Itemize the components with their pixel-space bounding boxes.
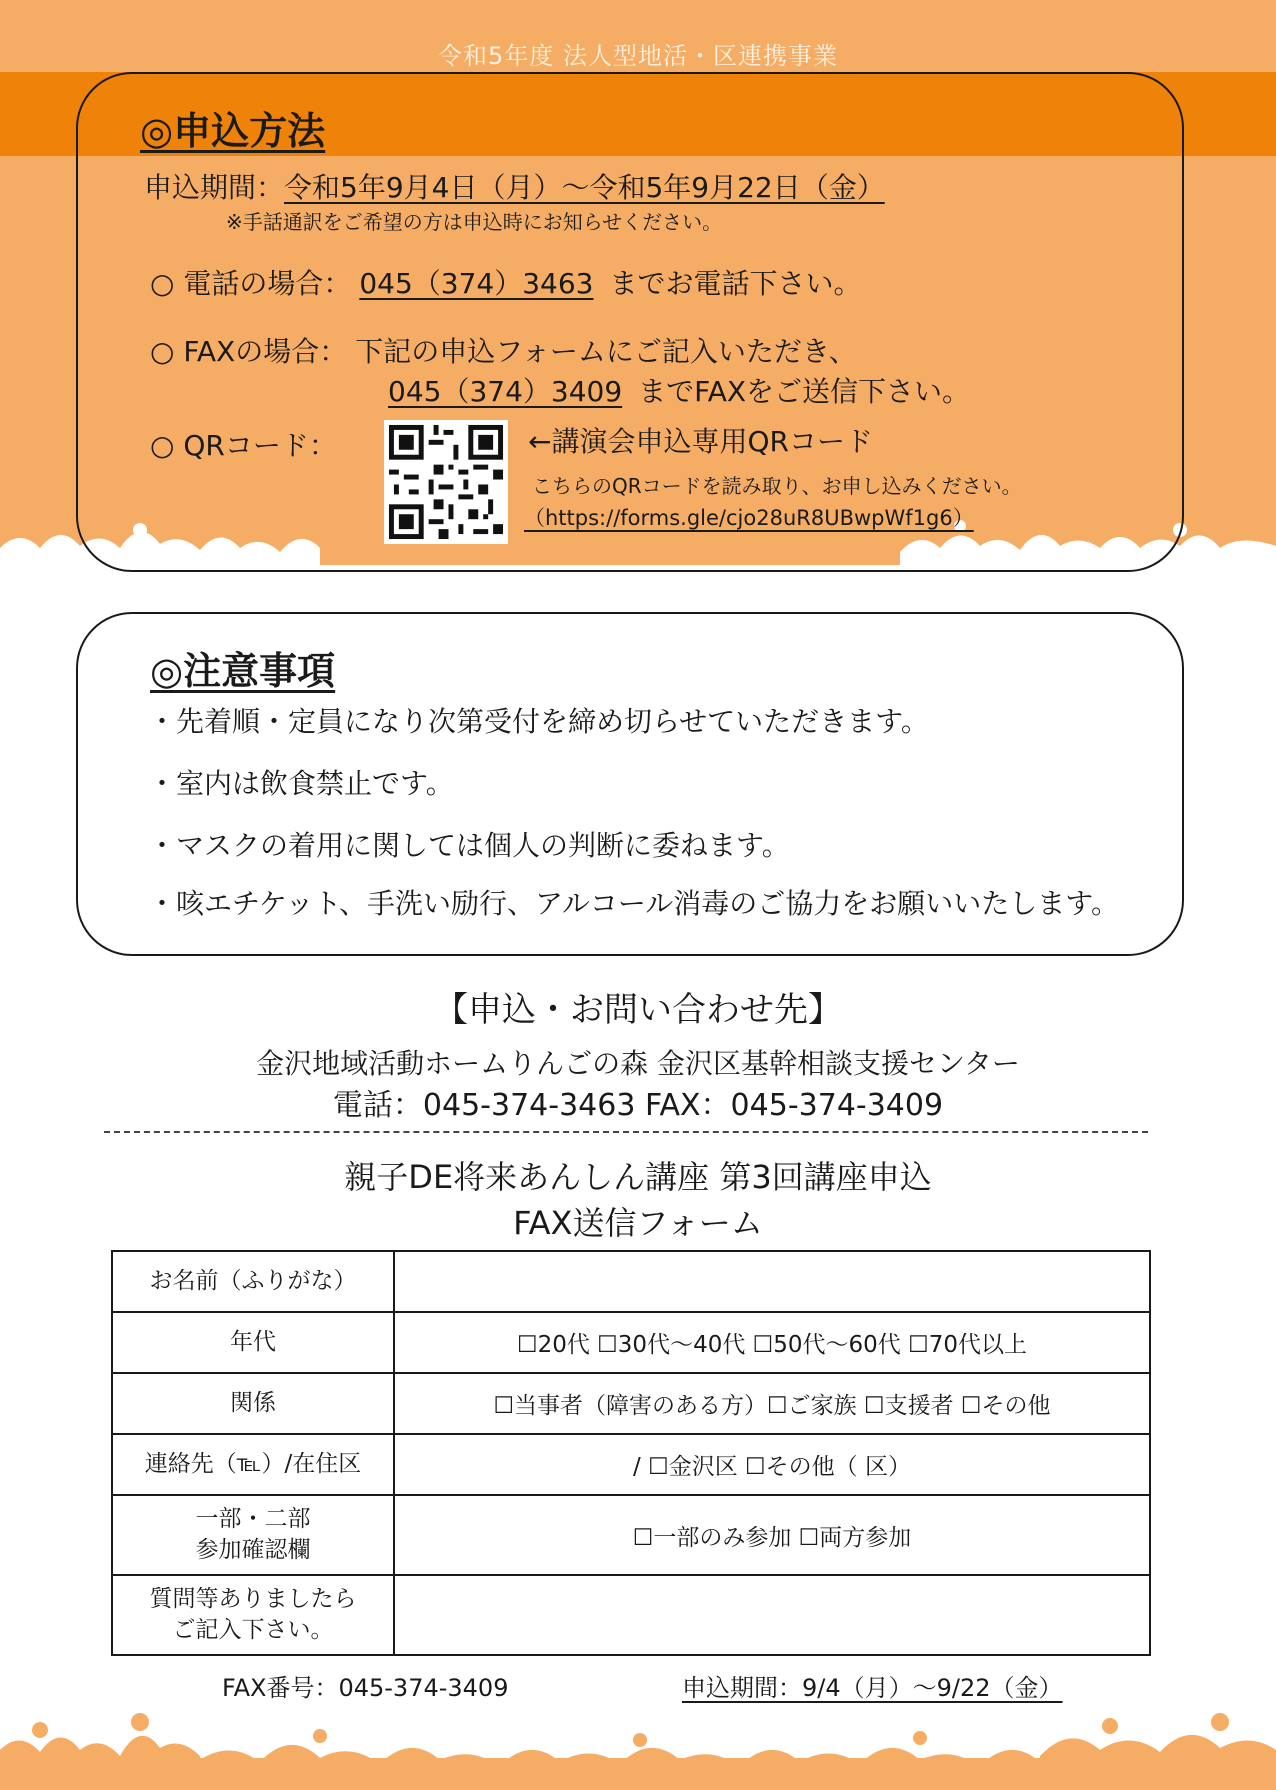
- contact-numbers: 電話：045-374-3463 FAX：045-374-3409: [332, 1088, 944, 1123]
- qr-label: ○ QRコード：: [150, 429, 337, 462]
- note-item: ・マスクの着用に関しては個人の判断に委ねます。: [148, 829, 790, 862]
- fax-label: ○ FAXの場合：: [150, 335, 348, 368]
- fax-suffix: までFAXをご送信下さい。: [638, 375, 971, 408]
- qr-title: ←講演会申込専用QRコード: [528, 425, 873, 458]
- qr-description: こちらのQRコードを読み取り、お申し込みください。: [532, 474, 1022, 498]
- phone-label: ○ 電話の場合：: [150, 267, 352, 300]
- session-checkboxes[interactable]: ☐一部のみ参加 ☐両方参加: [394, 1495, 1150, 1575]
- table-row: [112, 1251, 1150, 1312]
- note-item: ・咳エチケット、手洗い励行、アルコール消毒のご協力をお願いいたします。: [148, 887, 1120, 920]
- form-fax-number: FAX番号：045-374-3409: [222, 1674, 509, 1702]
- phone-method: [150, 262, 862, 302]
- form-title: 親子DE将来あんしん講座 第3回講座申込: [344, 1158, 932, 1196]
- contact-organization: 金沢地域活動ホームりんごの森 金沢区基幹相談支援センター: [256, 1047, 1020, 1080]
- fax-line1: 下記の申込フォームにご記入いただき、: [355, 335, 857, 368]
- note-item: ・室内は飲食禁止です。: [148, 767, 454, 800]
- contact-heading: 【申込・お問い合わせ先】: [434, 990, 842, 1030]
- row-label: 質問等ありましたら ご記入下さい。: [112, 1575, 394, 1655]
- fax-number[interactable]: 045（374）3409: [388, 375, 623, 408]
- row-label: 連絡先（℡）/在住区: [112, 1434, 394, 1495]
- form-period: 申込期間：9/4（月）～9/22（金）: [682, 1674, 1063, 1702]
- fax-method: [150, 330, 857, 370]
- cut-line: [104, 1131, 1148, 1133]
- apply-heading: ◎申込方法: [140, 109, 326, 153]
- apply-period-value: 令和5年9月4日（月）～令和5年9月22日（金）: [284, 171, 885, 204]
- sign-language-note: ※手話通訳をご希望の方は申込時にお知らせください。: [226, 210, 723, 234]
- table-row: [112, 1575, 1150, 1655]
- row-label: 一部・二部 参加確認欄: [112, 1495, 394, 1575]
- bottom-orange-band: [0, 1758, 1276, 1790]
- row-label: 関係: [112, 1373, 394, 1434]
- questions-field[interactable]: [394, 1575, 1150, 1655]
- table-row: [112, 1434, 1150, 1495]
- form-subtitle: FAX送信フォーム: [513, 1204, 763, 1242]
- fax-number-line: [388, 370, 970, 410]
- fax-form-table: [111, 1250, 1151, 1656]
- name-field[interactable]: [394, 1251, 1150, 1312]
- row-label: お名前（ふりがな）: [112, 1251, 394, 1312]
- phone-number[interactable]: 045（374）3463: [359, 267, 594, 300]
- table-row: [112, 1495, 1150, 1575]
- relation-checkboxes[interactable]: ☐当事者（障害のある方）☐ご家族 ☐支援者 ☐その他: [394, 1373, 1150, 1434]
- phone-suffix: までお電話下さい。: [609, 267, 862, 300]
- table-row: [112, 1373, 1150, 1434]
- notes-heading: ◎注意事項: [150, 649, 336, 693]
- note-item: ・先着順・定員になり次第受付を締め切らせていただきます。: [148, 705, 929, 738]
- qr-code-image[interactable]: [384, 420, 508, 544]
- apply-period: [144, 166, 885, 206]
- table-row: [112, 1312, 1150, 1373]
- contact-residence-field[interactable]: / ☐金沢区 ☐その他（ 区）: [394, 1434, 1150, 1495]
- row-label: 年代: [112, 1312, 394, 1373]
- qr-url[interactable]: （https://forms.gle/cjo28uR8UBwpWf1g6）: [524, 506, 974, 530]
- apply-period-label: 申込期間：: [144, 171, 285, 204]
- top-title: 令和5年度 法人型地活・区連携事業: [438, 42, 838, 70]
- age-checkboxes[interactable]: ☐20代 ☐30代～40代 ☐50代～60代 ☐70代以上: [394, 1312, 1150, 1373]
